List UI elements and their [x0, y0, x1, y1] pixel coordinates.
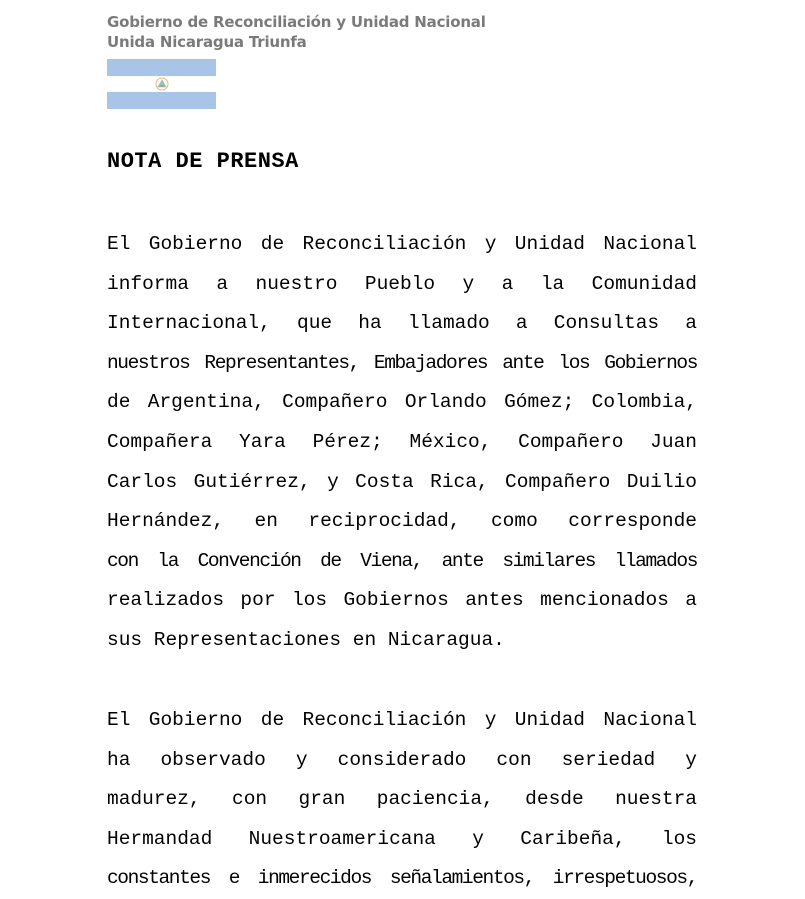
text-line: constantes e inmerecidos señalamientos, irrespetuosos, [107, 867, 697, 890]
text-line: Compañera Yara Pérez; México, Compañero Juan [107, 430, 697, 453]
page-title: NOTA DE PRENSA [107, 149, 299, 174]
text-line: Hernández, en reciprocidad, como corresponde [107, 510, 697, 533]
paragraph-consultations [107, 225, 697, 661]
text-line: realizados por los Gobiernos antes mencionados a [107, 589, 697, 612]
text-line: con la Convención de Viena, ante similares llamados [107, 549, 697, 572]
text-line: ha observado y considerado con seriedad y [107, 748, 697, 771]
text-line: madurez, con gran paciencia, desde nuestra [107, 788, 697, 811]
flag-top-band [107, 59, 216, 76]
text-line: Carlos Gutiérrez, y Costa Rica, Compañero Duilio [107, 470, 697, 493]
letterhead [107, 12, 486, 52]
flag-middle-band [107, 76, 216, 93]
text-line: Hermandad Nuestroamericana y Caribeña, los [107, 827, 697, 850]
text-line: de Argentina, Compañero Orlando Gómez; Colombia, [107, 391, 697, 414]
flag-bottom-band [107, 92, 216, 109]
letterhead-slogan: Unida Nicaragua Triunfa [107, 33, 307, 51]
nicaragua-flag-icon [107, 59, 216, 109]
text-line: El Gobierno de Reconciliación y Unidad Nacional [107, 233, 697, 255]
text-line: El Gobierno de Reconciliación y Unidad Nacional [107, 709, 697, 731]
paragraph-observations [107, 701, 697, 899]
text-line: informa a nuestro Pueblo y a la Comunidad [107, 272, 697, 295]
text-line: Internacional, que ha llamado a Consultas a [107, 312, 697, 335]
text-line: sus Representaciones en Nicaragua. [107, 628, 505, 651]
text-line: nuestros Representantes, Embajadores ante los Gobiernos [107, 351, 697, 374]
letterhead-government-name: Gobierno de Reconciliación y Unidad Nacional [107, 13, 486, 31]
coat-of-arms-icon [154, 77, 170, 91]
